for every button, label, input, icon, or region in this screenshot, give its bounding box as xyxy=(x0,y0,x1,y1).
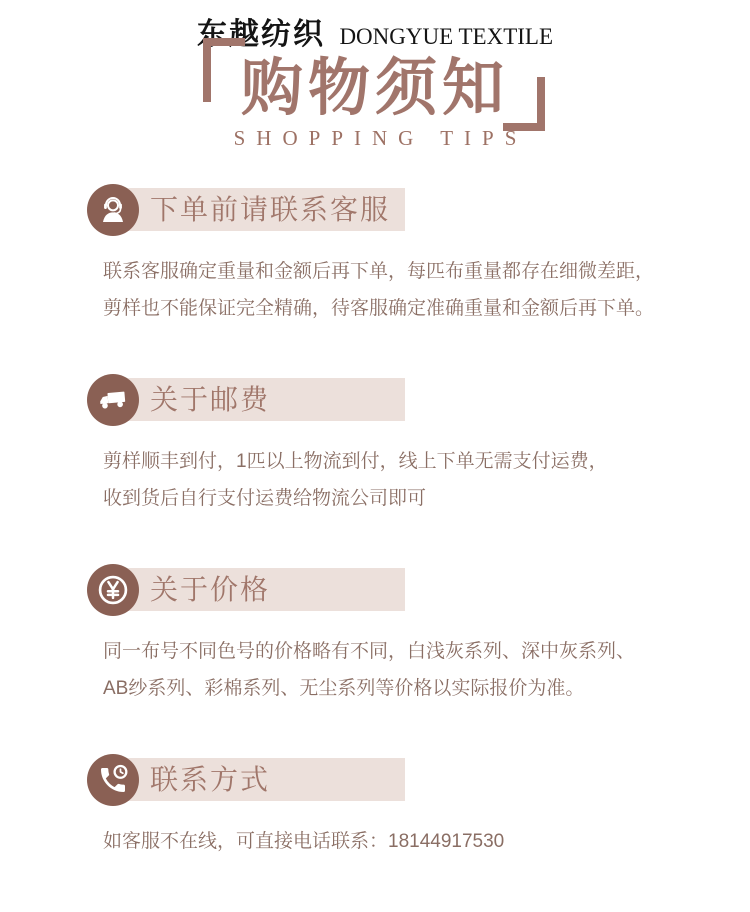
body-line: 收到货后自行支付运费给物流公司即可 xyxy=(103,488,427,509)
banner-header xyxy=(0,0,750,168)
brand-name-cn: 东越纺织 xyxy=(196,18,325,51)
tips-sections xyxy=(87,184,750,860)
section-heading: 关于价格 xyxy=(150,574,271,605)
yuan-price-icon xyxy=(87,564,139,616)
section-header xyxy=(87,374,750,426)
body-line: 剪样也不能保证完全精确，待客服确定准确重量和金额后再下单。 xyxy=(103,298,655,319)
body-line: AB纱系列、彩棉系列、无尘系列等价格以实际报价为准。 xyxy=(103,678,585,699)
section-header xyxy=(87,184,750,236)
body-line: 联系客服确定重量和金额后再下单，每匹布重量都存在细微差距， xyxy=(103,261,655,282)
brand-line xyxy=(0,16,750,54)
page-subtitle: SHOPPING TIPS xyxy=(233,126,528,150)
body-line: 剪样顺丰到付，1匹以上物流到付，线上下单无需支付运费， xyxy=(103,451,608,472)
section-body xyxy=(103,443,750,517)
page-title: 购物须知 xyxy=(240,54,509,123)
corner-bracket-bottom-right-icon xyxy=(503,77,545,131)
section-contact-before-order xyxy=(87,184,750,327)
section-body xyxy=(103,633,750,707)
section-heading: 联系方式 xyxy=(150,764,271,795)
section-body xyxy=(103,253,750,327)
brand-name-en: DONGYUE TEXTILE xyxy=(339,24,553,49)
section-heading: 下单前请联系客服 xyxy=(150,194,391,225)
body-line: 同一布号不同色号的价格略有不同，白浅灰系列、深中灰系列、 xyxy=(103,641,636,662)
section-shipping-fee xyxy=(87,374,750,517)
section-price xyxy=(87,564,750,707)
delivery-truck-icon xyxy=(87,374,139,426)
section-body xyxy=(103,823,750,860)
section-header xyxy=(87,564,750,616)
section-heading: 关于邮费 xyxy=(150,384,271,415)
section-contact-info xyxy=(87,754,750,860)
phone-icon xyxy=(87,754,139,806)
section-header xyxy=(87,754,750,806)
corner-bracket-top-left-icon xyxy=(203,38,245,102)
customer-service-icon xyxy=(87,184,139,236)
body-line-phone: 如客服不在线，可直接电话联系：18144917530 xyxy=(103,831,505,852)
